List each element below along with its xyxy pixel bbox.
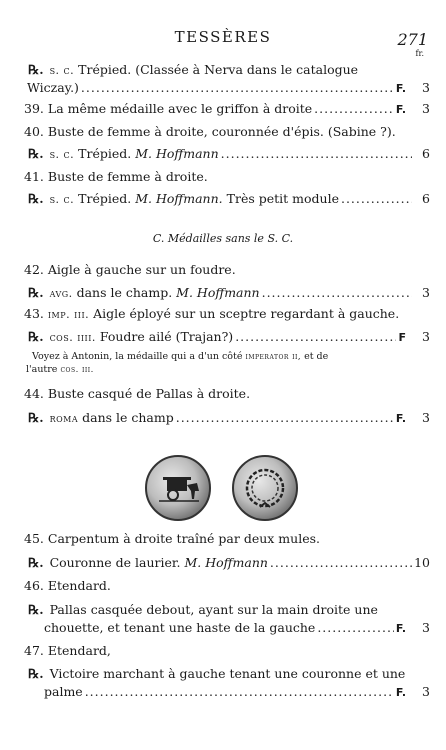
entry-text: Etendard,	[47, 643, 111, 658]
entry-line	[24, 262, 430, 278]
price: 3	[422, 285, 430, 300]
entry-line	[24, 531, 430, 547]
entry-line	[28, 329, 430, 346]
entry-line	[44, 684, 430, 701]
entry-line	[24, 578, 430, 594]
rarity-mark: F.	[395, 103, 406, 116]
note-text: Voyez à Antonin, la médaille qui a d'un côté	[32, 351, 243, 362]
note-abbr: cos. iii.	[60, 365, 94, 375]
section-title: C. Médailles sans le S. C.	[152, 232, 294, 245]
entry-line	[44, 620, 430, 637]
entry-text: Trépied.	[78, 146, 132, 161]
legend-abbr: s. c.	[49, 193, 75, 206]
currency-label: fr.	[415, 49, 424, 58]
entry-line	[28, 666, 430, 682]
entry-text: Buste de femme à droite.	[47, 169, 208, 184]
reverse-mark: ℞.	[28, 602, 44, 617]
note	[32, 350, 428, 364]
entry-text: Trépied.	[78, 191, 132, 206]
reverse-mark: ℞.	[28, 146, 44, 161]
price: 3	[422, 620, 430, 635]
legend-abbr: avg.	[49, 287, 73, 300]
entry-line	[24, 306, 430, 323]
entry-line	[28, 62, 430, 79]
rarity-mark: F.	[395, 412, 406, 425]
entry-text: Victoire marchant à gauche tenant une couronne et une	[49, 666, 406, 681]
entry-number: 43.	[24, 306, 44, 321]
legend-abbr: s. c.	[49, 148, 75, 161]
entry-line	[28, 555, 430, 571]
entry-line	[27, 80, 430, 97]
entry-line	[24, 169, 430, 185]
entry-line	[24, 643, 430, 659]
note	[26, 363, 428, 377]
leader-dots	[317, 620, 394, 636]
reverse-mark: ℞.	[28, 285, 44, 300]
entry-line	[28, 602, 430, 618]
carpentum-coin-icon	[145, 455, 211, 521]
entry-text: Pallas casquée debout, ayant sur la main droite une	[49, 602, 378, 617]
entry-text: chouette, et tenant une haste de la gauche	[44, 620, 316, 635]
entry-number: 40.	[24, 124, 44, 139]
entry-number: 47.	[24, 643, 44, 658]
leader-dots	[81, 80, 394, 96]
entry-text: Aigle à gauche sur un foudre.	[47, 262, 236, 277]
rarity-mark: F.	[395, 622, 406, 635]
collector-name: M. Hoffmann.	[135, 191, 223, 206]
price: 6	[422, 146, 430, 161]
entry-text: Couronne de laurier.	[49, 555, 181, 570]
page-number: 271	[397, 30, 428, 49]
price: 6	[422, 191, 430, 206]
legend-abbr: roma	[49, 412, 79, 425]
reverse-mark: ℞.	[28, 62, 44, 77]
legend-abbr: s. c.	[49, 64, 75, 77]
entry-line	[28, 410, 430, 427]
leader-dots	[221, 146, 412, 162]
entry-text: palme	[44, 684, 83, 699]
entry-number: 46.	[24, 578, 44, 593]
entry-text: Trépied. (Classée à Nerva dans le catalogue	[78, 62, 359, 77]
entry-text: La même médaille avec le griffon à droite	[47, 101, 313, 116]
leader-dots	[270, 555, 412, 571]
note-text: et de	[304, 351, 329, 362]
entry-text: dans le champ	[82, 410, 174, 425]
rarity-mark: F.	[395, 82, 406, 95]
collector-name: M. Hoffmann	[184, 555, 268, 570]
leader-dots	[314, 101, 394, 117]
entry-text: Carpentum à droite traîné par deux mules.	[47, 531, 320, 546]
entry-number: 39.	[24, 101, 44, 116]
price: 10	[414, 555, 430, 570]
entry-text: Wiczay.)	[27, 80, 79, 95]
entry-number: 44.	[24, 386, 44, 401]
collector-name: M. Hoffmann	[135, 146, 219, 161]
reverse-mark: ℞.	[28, 555, 44, 570]
entry-number: 42.	[24, 262, 44, 277]
price: 3	[422, 410, 430, 425]
entry-line	[28, 146, 430, 163]
leader-dots	[341, 191, 412, 207]
collector-name: M. Hoffmann	[176, 285, 260, 300]
entry-number: 45.	[24, 531, 44, 546]
entry-text-2: Très petit module	[226, 191, 339, 206]
entry-line	[24, 124, 430, 140]
reverse-mark: ℞.	[28, 329, 44, 344]
running-title: TESSÈRES	[174, 28, 272, 46]
entry-line	[24, 386, 430, 402]
price: 3	[422, 684, 430, 699]
rarity-mark: F	[398, 331, 406, 344]
price: 3	[422, 101, 430, 116]
reverse-mark: ℞.	[28, 410, 44, 425]
legend-abbr: cos. iiii.	[49, 331, 96, 344]
note-abbr: imperator ii,	[245, 352, 302, 362]
entry-line	[28, 285, 430, 302]
entry-text: dans le champ.	[76, 285, 173, 300]
entry-line	[28, 191, 430, 208]
rarity-mark: F.	[395, 686, 406, 699]
note-text: l'autre	[26, 364, 58, 375]
entry-number: 41.	[24, 169, 44, 184]
entry-text: Buste de femme à droite, couronnée d'épis. (Sabine ?).	[47, 124, 396, 139]
entry-text: Etendard.	[47, 578, 111, 593]
reverse-mark: ℞.	[28, 666, 44, 681]
laurel-wreath-coin-icon	[232, 455, 298, 521]
leader-dots	[262, 285, 412, 301]
legend-abbr: imp. iii.	[47, 308, 90, 321]
price: 3	[422, 329, 430, 344]
leader-dots	[85, 684, 394, 700]
entry-text: Buste casqué de Pallas à droite.	[47, 386, 251, 401]
leader-dots	[176, 410, 394, 426]
leader-dots	[235, 329, 396, 345]
price: 3	[422, 80, 430, 95]
entry-line	[24, 101, 430, 118]
entry-text: Foudre ailé (Trajan?)	[99, 329, 234, 344]
reverse-mark: ℞.	[28, 191, 44, 206]
entry-text: Aigle éployé sur un sceptre regardant à gauche.	[93, 306, 400, 321]
